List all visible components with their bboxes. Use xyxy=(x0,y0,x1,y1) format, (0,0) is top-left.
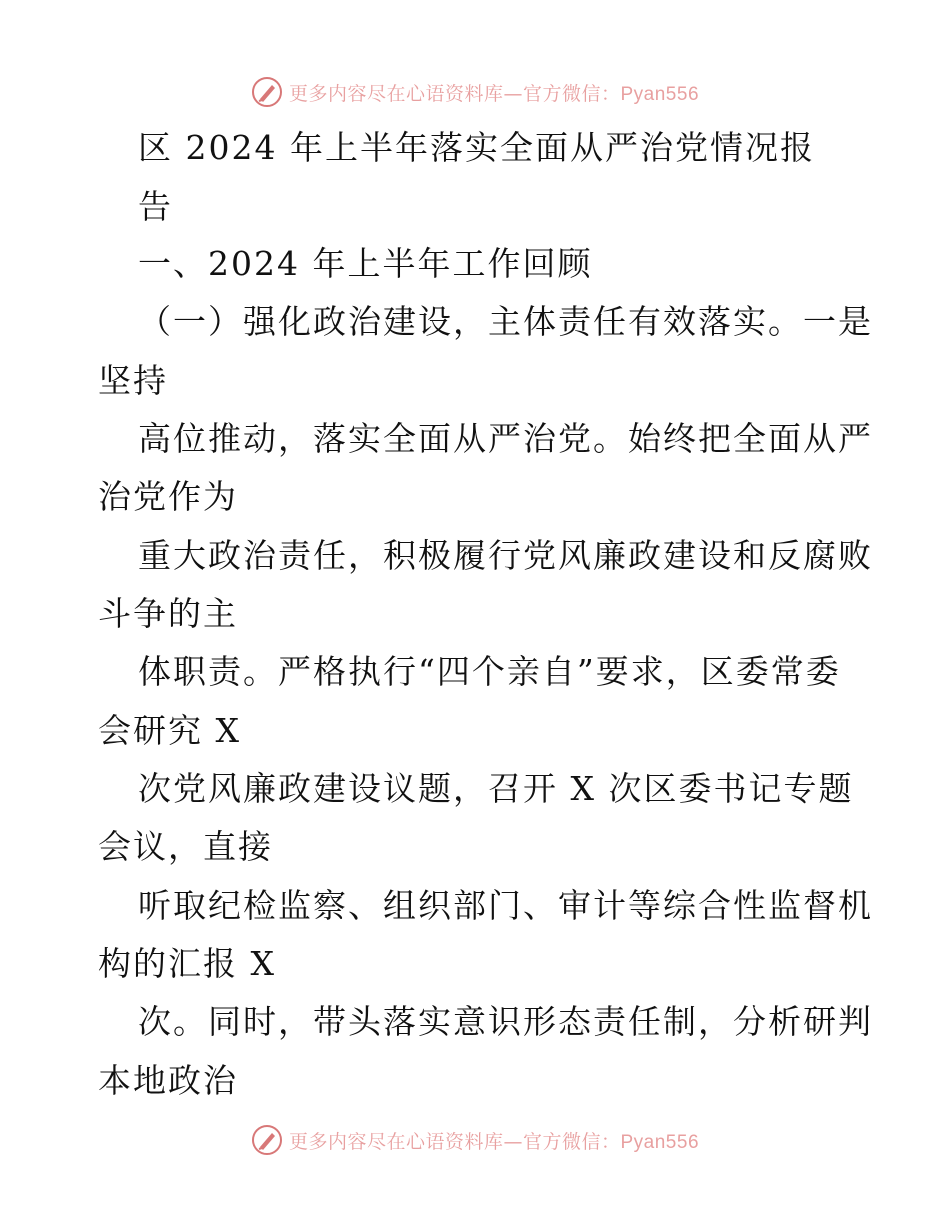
paragraph-line: 体职责。严格执行“四个亲自”要求，区委常委 xyxy=(138,652,841,691)
paragraph-line: 治党作为 xyxy=(98,477,238,516)
watermark-footer xyxy=(0,1120,950,1160)
paragraph-line: 高位推动，落实全面从严治党。始终把全面从严 xyxy=(138,419,873,458)
paragraph-line: （一）强化政治建设，主体责任有效落实。一是 xyxy=(138,302,873,341)
watermark-header xyxy=(0,72,950,112)
paragraph-line: 本地政治 xyxy=(98,1061,238,1100)
doc-title-line-2: 告 xyxy=(138,187,173,226)
pen-logo-icon xyxy=(251,1124,283,1156)
paragraph-line: 构的汇报 X xyxy=(98,944,276,983)
paragraph-line: 会研究 X xyxy=(98,711,241,750)
pen-logo-icon xyxy=(251,76,283,108)
paragraph-line: 重大政治责任，积极履行党风廉政建设和反腐败 xyxy=(138,536,873,575)
section-heading: 一、2024 年上半年工作回顾 xyxy=(138,244,593,283)
paragraph-line: 坚持 xyxy=(98,361,168,400)
paragraph-line: 会议，直接 xyxy=(98,827,273,866)
watermark-text: 更多内容尽在心语资料库—官方微信：Pyan556 xyxy=(288,1130,700,1153)
paragraph-line: 次党风廉政建设议题，召开 X 次区委书记专题 xyxy=(138,769,854,808)
watermark-id: Pyan556 xyxy=(620,83,700,105)
watermark-id: Pyan556 xyxy=(620,1131,700,1153)
doc-title-line-1: 区 2024 年上半年落实全面从严治党情况报 xyxy=(138,128,815,167)
paragraph-line: 听取纪检监察、组织部门、审计等综合性监督机 xyxy=(138,886,873,925)
paragraph-line: 斗争的主 xyxy=(98,594,238,633)
paragraph-line: 次。同时，带头落实意识形态责任制，分析研判 xyxy=(138,1002,873,1041)
watermark-text: 更多内容尽在心语资料库—官方微信：Pyan556 xyxy=(288,82,700,105)
